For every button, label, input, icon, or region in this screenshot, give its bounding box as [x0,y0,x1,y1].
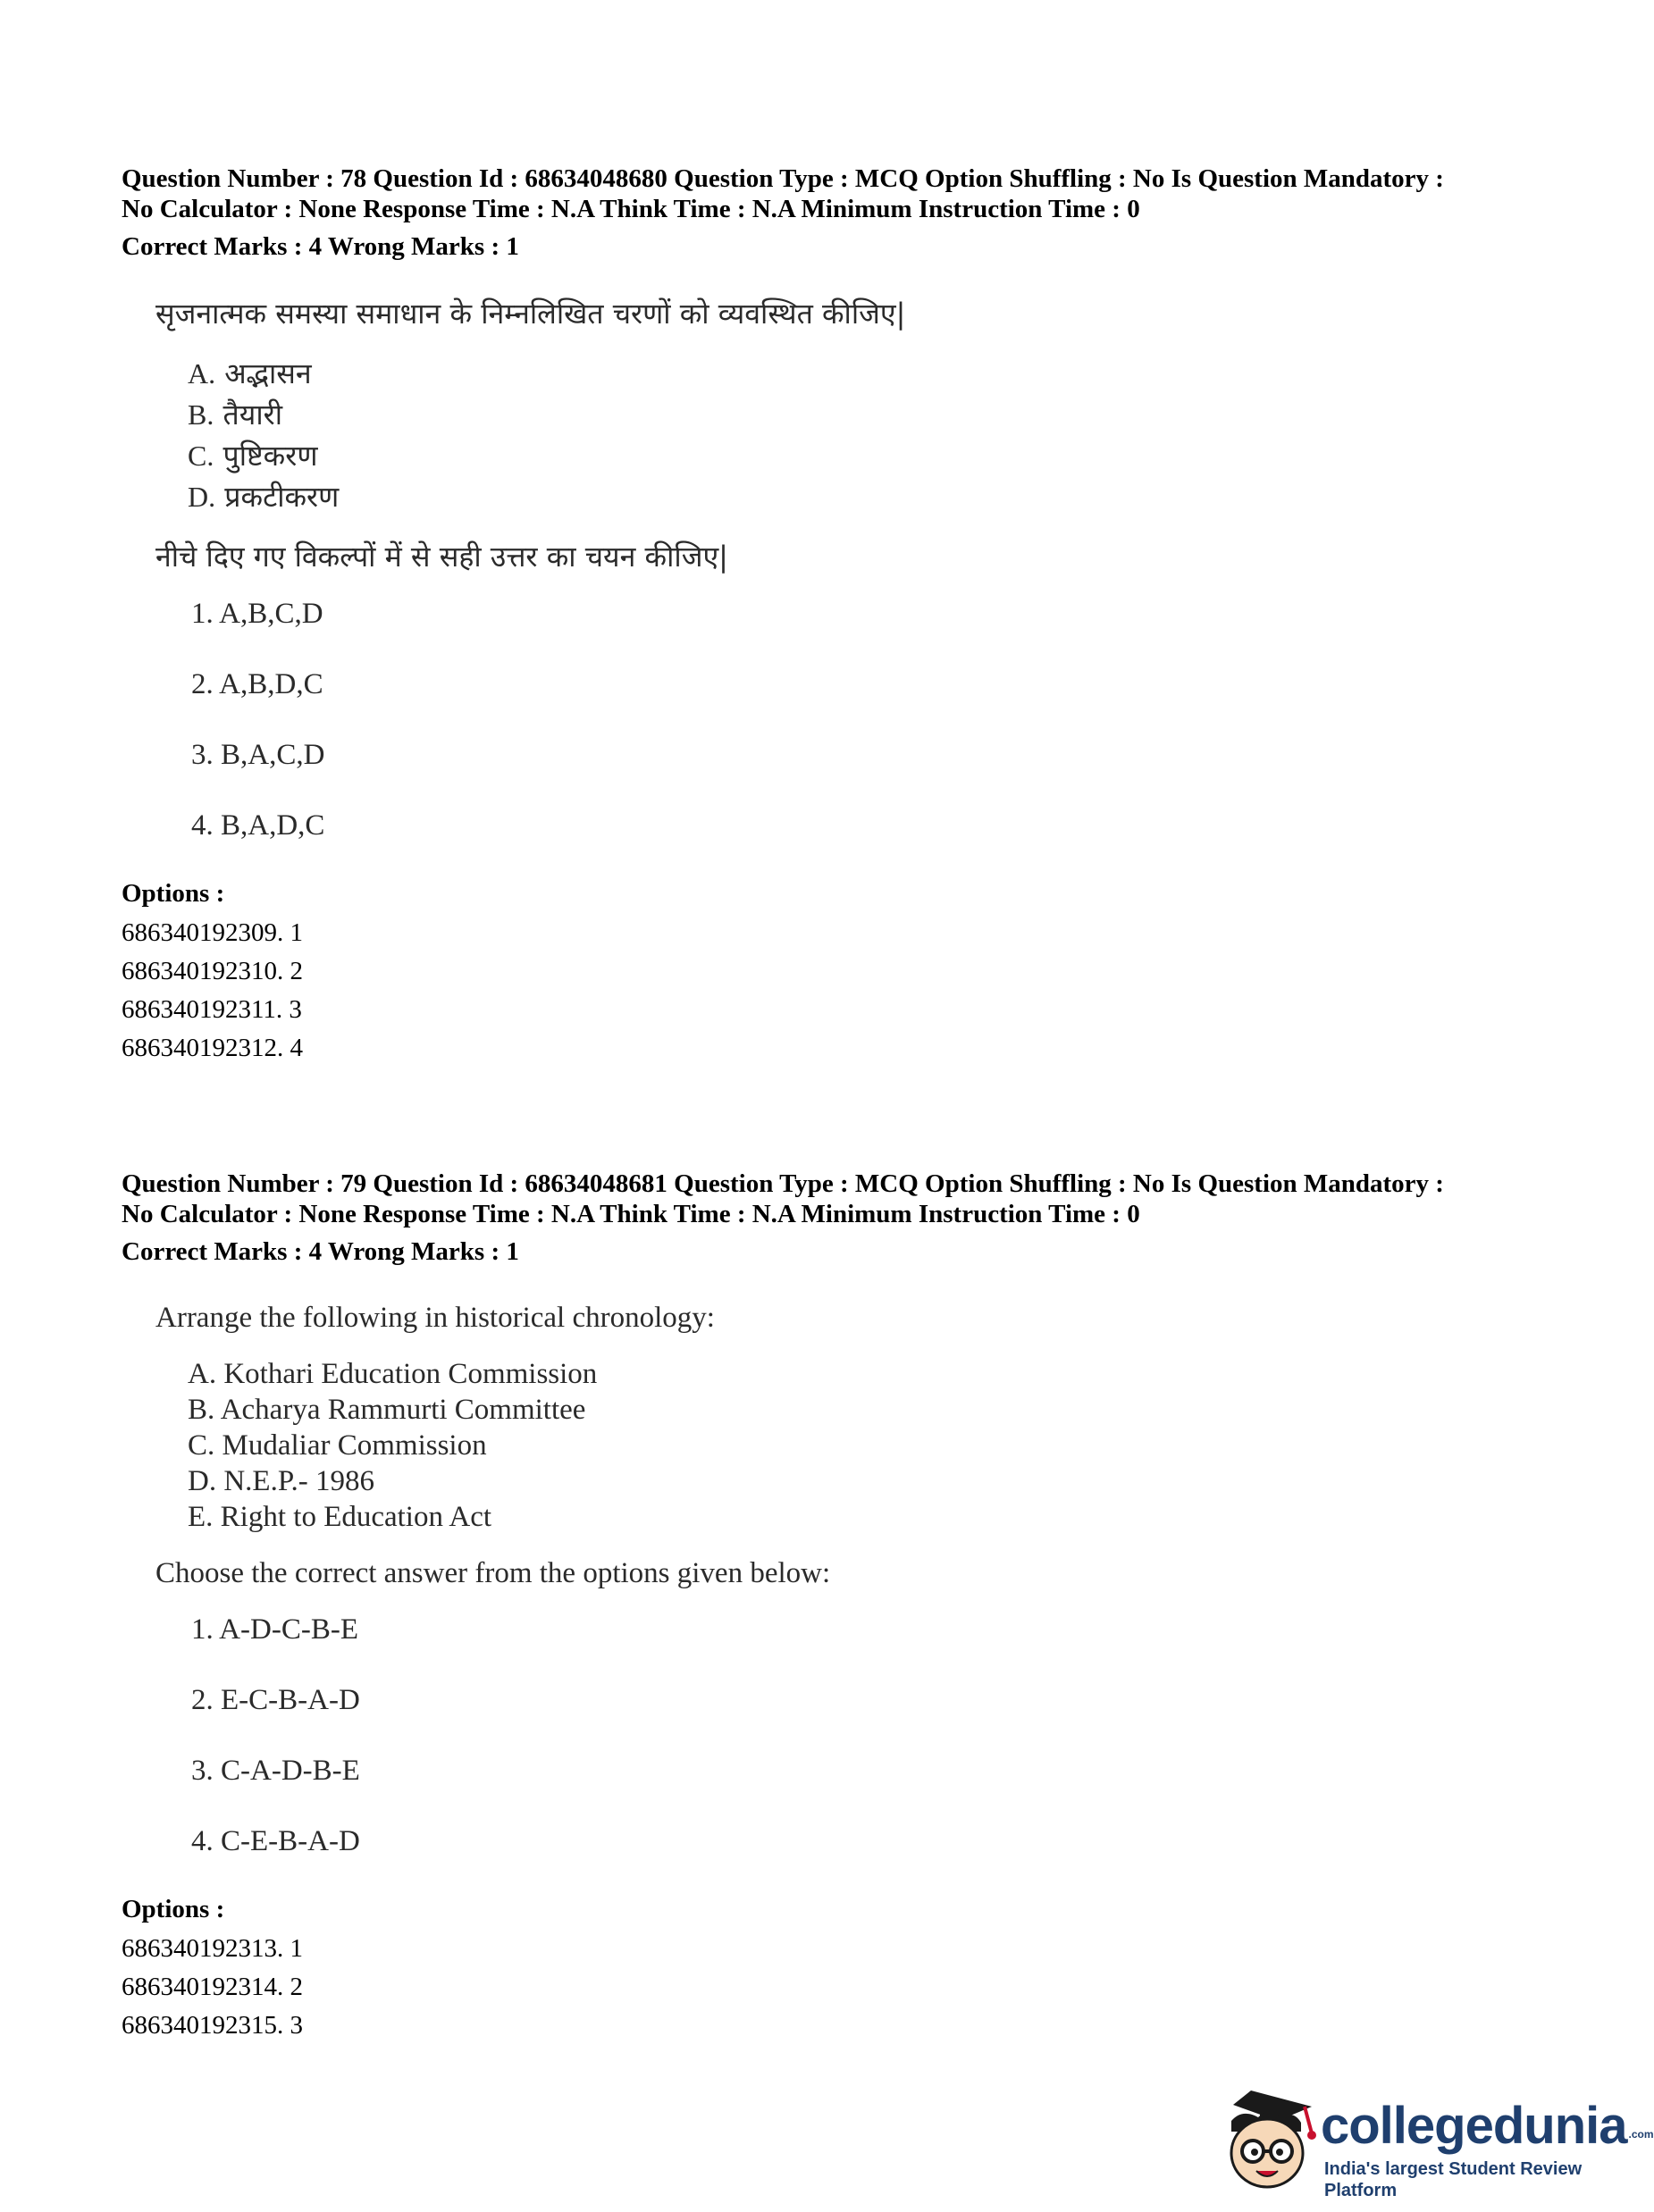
collegedunia-logo [1215,2082,1654,2200]
options-list [122,1930,1551,2045]
marks-line: Correct Marks : 4 Wrong Marks : 1 [122,232,519,261]
meta-line-1: Question Number : 79 Question Id : 68634048681 Question Type : MCQ Option Shuffling : No Is Question Mandatory : [122,1169,1444,1198]
options-label: Options : [122,879,225,908]
choice-item: 4. B,A,D,C [191,809,325,842]
item-letter: B. [188,1394,215,1426]
options-list [122,914,1551,1068]
item-letter: A. [188,357,216,390]
option-id: 686340192309. 1 [122,918,303,947]
brand-tagline: India's largest Student Review Platform [1324,2159,1583,2200]
list-item [188,1392,1551,1428]
student-mascot-icon [1215,2082,1322,2198]
choice-list [191,1612,1551,1859]
choice-item: 2. E-C-B-A-D [191,1684,360,1716]
option-id: 686340192311. 3 [122,995,302,1024]
option-id: 686340192310. 2 [122,957,303,985]
question-content [155,1299,1551,1859]
list-item [188,1499,1551,1535]
list-item [188,1463,1551,1499]
answer-prompt: Choose the correct answer from the options given below: [155,1557,831,1589]
item-text: Acharya Rammurti Committee [220,1394,586,1426]
meta-line-2: No Calculator : None Response Time : N.A Think Time : N.A Minimum Instruction Time : 0 [122,1200,1140,1228]
list-item [188,1428,1551,1463]
list-item [188,394,1551,435]
item-letter: D. [188,481,216,513]
option-id: 686340192312. 4 [122,1034,303,1062]
item-letter: E. [188,1501,214,1533]
item-text: तैयारी [222,398,282,432]
question-content [155,294,1551,843]
item-letter: C. [188,1429,215,1462]
meta-line-1: Question Number : 78 Question Id : 68634048680 Question Type : MCQ Option Shuffling : No Is Question Mandatory : [122,164,1444,193]
item-text: Right to Education Act [220,1501,492,1533]
item-text: पुष्टिकरण [222,439,318,473]
option-id: 686340192315. 3 [122,2011,303,2040]
choice-item: 2. A,B,D,C [191,668,323,700]
item-list [188,353,1551,517]
item-letter: B. [188,398,214,431]
item-text: Mudaliar Commission [222,1429,487,1462]
list-item [188,435,1551,476]
options-label: Options : [122,1895,225,1923]
item-letter: A. [188,1358,217,1390]
brand-text: collegedunia [1321,2097,1627,2155]
choice-item: 4. C-E-B-A-D [191,1825,360,1857]
choice-item: 3. B,A,C,D [191,739,325,771]
list-item [188,476,1551,517]
question-stem: सृजनात्मक समस्या समाधान के निम्नलिखित चरणों को व्यवस्थित कीजिए| [155,297,906,331]
list-item [188,1356,1551,1392]
marks-line: Correct Marks : 4 Wrong Marks : 1 [122,1237,519,1266]
question-meta [122,1169,1551,1229]
list-item [188,353,1551,394]
brand-dotcom: .com [1628,2128,1654,2141]
answer-prompt: नीचे दिए गए विकल्पों में से सही उत्तर का चयन कीजिए| [155,540,728,574]
question-79 [122,1169,1551,2045]
option-id: 686340192313. 1 [122,1934,303,1963]
choice-item: 1. A-D-C-B-E [191,1613,358,1646]
item-text: N.E.P.- 1986 [223,1465,375,1497]
option-id: 686340192314. 2 [122,1973,303,2001]
question-78 [122,163,1551,1068]
item-text: Kothari Education Commission [223,1358,598,1390]
question-meta [122,163,1551,224]
item-letter: C. [188,440,214,472]
item-text: अद्भासन [224,356,312,390]
choice-list [191,596,1551,843]
question-stem: Arrange the following in historical chronology: [155,1302,715,1334]
item-list [188,1356,1551,1535]
meta-line-2: No Calculator : None Response Time : N.A Think Time : N.A Minimum Instruction Time : 0 [122,195,1140,223]
item-letter: D. [188,1465,217,1497]
choice-item: 1. A,B,C,D [191,598,323,630]
choice-item: 3. C-A-D-B-E [191,1755,360,1787]
item-text: प्रकटीकरण [224,480,340,514]
